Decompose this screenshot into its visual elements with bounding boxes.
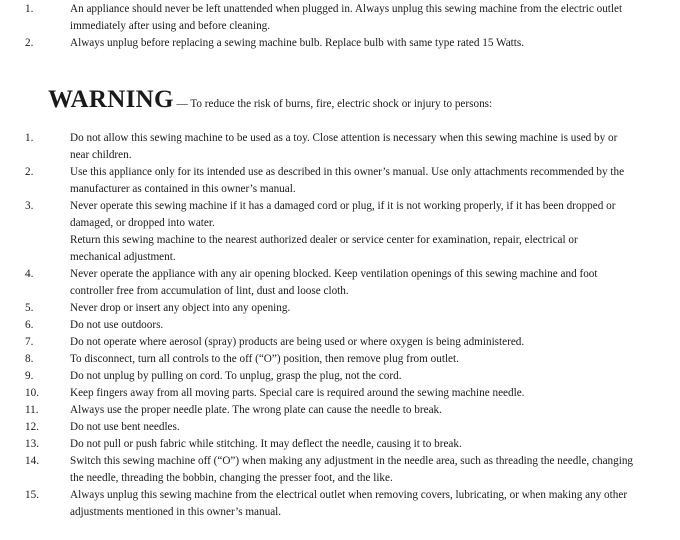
item-text-line: Do not allow this sewing machine to be used as a toy. Close attention is necessary when this sewing machine is used by or: [70, 132, 618, 144]
item-number: 2.: [25, 166, 34, 178]
warning-instruction-list: [0, 130, 680, 521]
item-number: 11.: [25, 404, 39, 416]
item-text-line: Do not pull or push fabric while stitching. It may deflect the needle, causing it to break.: [70, 438, 462, 450]
warning-subtitle: — To reduce the risk of burns, fire, electric shock or injury to persons:: [176, 98, 493, 110]
list-item: [0, 436, 680, 453]
item-text-line: near children.: [70, 149, 132, 161]
list-item: [0, 35, 680, 52]
item-number: 1.: [25, 132, 34, 144]
item-number: 7.: [25, 336, 34, 348]
warning-heading: [48, 86, 492, 114]
list-item: [0, 385, 680, 402]
list-item: [0, 351, 680, 368]
item-number: 3.: [25, 200, 34, 212]
item-text-line: Never operate this sewing machine if it has a damaged cord or plug, if it is not working properly, if it has been dropped or: [70, 200, 616, 212]
item-number: 1.: [25, 3, 34, 15]
list-item: [0, 419, 680, 436]
item-text-line: manufacturer as contained in this owner’s manual.: [70, 183, 296, 195]
item-number: 6.: [25, 319, 34, 331]
item-text-line: immediately after using and before cleaning.: [70, 20, 271, 32]
list-item: [0, 164, 680, 198]
item-text-line: adjustments mentioned in this owner’s manual.: [70, 506, 282, 518]
item-number: 4.: [25, 268, 34, 280]
item-number: 15.: [25, 489, 39, 501]
list-item: [0, 198, 680, 266]
item-text-line: Always use the proper needle plate. The wrong plate can cause the needle to break.: [70, 404, 442, 416]
item-number: 8.: [25, 353, 34, 365]
warning-title: WARNING: [48, 86, 174, 113]
intro-instruction-list: [0, 1, 680, 52]
item-text-line: Never operate the appliance with any air opening blocked. Keep ventilation openings of this sewing machine and foot: [70, 268, 598, 280]
item-number: 2.: [25, 37, 34, 49]
item-text-line: Always unplug before replacing a sewing machine bulb. Replace bulb with same type rated 15 Watts.: [70, 37, 525, 49]
list-item: [0, 334, 680, 351]
list-item: [0, 368, 680, 385]
item-number: 14.: [25, 455, 39, 467]
list-item: [0, 317, 680, 334]
list-item: [0, 300, 680, 317]
item-number: 13.: [25, 438, 39, 450]
item-text-line: Do not use bent needles.: [70, 421, 180, 433]
item-text-line: Never drop or insert any object into any opening.: [70, 302, 291, 314]
item-text-line: Return this sewing machine to the nearest authorized dealer or service center for examination, repair, electrical or: [70, 234, 578, 246]
item-text-line: An appliance should never be left unattended when plugged in. Always unplug this sewing machine from the electric outlet: [70, 3, 623, 15]
item-text-line: Switch this sewing machine off (“O”) when making any adjustment in the needle area, such as threading the needle, changing: [70, 455, 634, 467]
item-number: 12.: [25, 421, 39, 433]
item-text-line: Do not operate where aerosol (spray) products are being used or where oxygen is being administered.: [70, 336, 525, 348]
item-text-line: Do not unplug by pulling on cord. To unplug, grasp the plug, not the cord.: [70, 370, 402, 382]
item-number: 9.: [25, 370, 34, 382]
item-text-line: the needle, threading the bobbin, changing the presser foot, and the like.: [70, 472, 393, 484]
item-text-line: To disconnect, turn all controls to the off (“O”) position, then remove plug from outlet.: [70, 353, 459, 365]
item-text-line: mechanical adjustment.: [70, 251, 176, 263]
item-text-line: Keep fingers away from all moving parts. Special care is required around the sewing machine needle.: [70, 387, 525, 399]
list-item: [0, 402, 680, 419]
list-item: [0, 130, 680, 164]
list-item: [0, 487, 680, 521]
item-number: 5.: [25, 302, 34, 314]
item-text-line: controller free from accumulation of lint, dust and loose cloth.: [70, 285, 349, 297]
list-item: [0, 266, 680, 300]
list-item: [0, 1, 680, 35]
item-text-line: Always unplug this sewing machine from the electrical outlet when removing covers, lubricating, or when making any other: [70, 489, 628, 501]
item-text-line: damaged, or dropped into water.: [70, 217, 215, 229]
item-text-line: Do not use outdoors.: [70, 319, 164, 331]
item-text-line: Use this appliance only for its intended use as described in this owner’s manual. Use only attachments recommended by the: [70, 166, 625, 178]
list-item: [0, 453, 680, 487]
item-number: 10.: [25, 387, 39, 399]
